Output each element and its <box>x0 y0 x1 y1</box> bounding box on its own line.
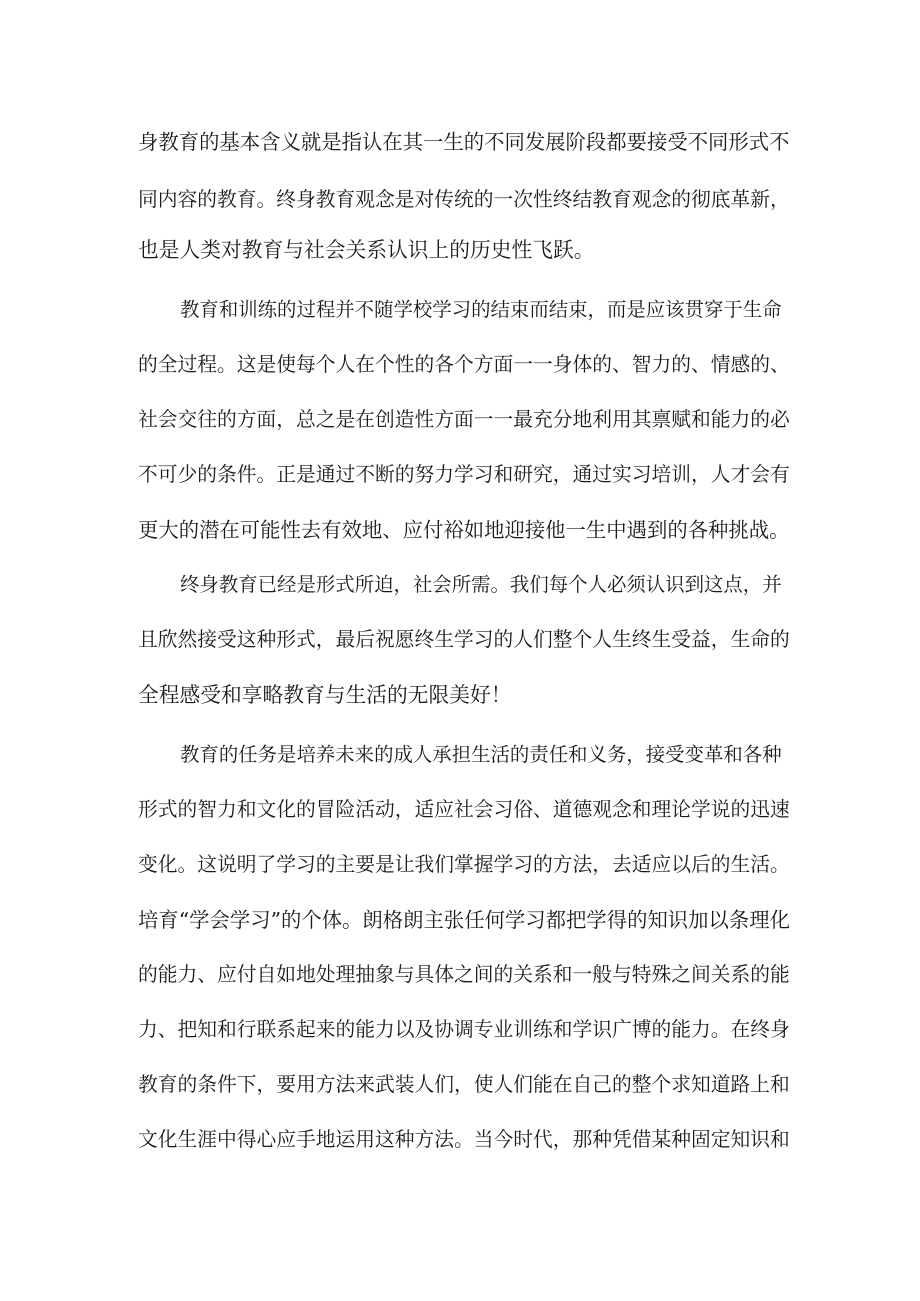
paragraph-2-line-2: 的全过程。这是使每个人在个性的各个方面一一身体的、智力的、情感的、 <box>138 353 790 376</box>
paragraph-1-line-1: 身教育的基本含义就是指认在其一生的不同发展阶段都要接受不同形式不 <box>138 130 790 154</box>
paragraph-3-line-1: 终身教育已经是形式所迫，社会所需。我们每个人必须认识到这点，并 <box>180 573 782 596</box>
paragraph-1-line-3: 也是人类对教育与社会关系认识上的历史性飞跃。 <box>138 238 595 262</box>
paragraph-1-line-2: 同内容的教育。终身教育观念是对传统的一次性终结教育观念的彻底革新， <box>138 188 790 211</box>
paragraph-2-line-3: 社会交往的方面，总之是在创造性方面一一最充分地利用其禀赋和能力的必 <box>138 408 790 431</box>
paragraph-2-line-5: 更大的潜在可能性去有效地、应付裕如地迎接他一生中遇到的各种挑战。 <box>138 518 790 542</box>
paragraph-4-line-5: 的能力、应付自如地处理抽象与具体之间的关系和一般与特殊之间关系的能 <box>138 963 790 986</box>
paragraph-4-line-8: 文化生涯中得心应手地运用这种方法。当今时代，那种凭借某种固定知识和 <box>138 1128 790 1151</box>
paragraph-4-line-4: 培育“学会学习”的个体。朗格朗主张任何学习都把学得的知识加以条理化 <box>138 908 790 932</box>
paragraph-3-line-2: 且欣然接受这种形式，最后祝愿终生学习的人们整个人生终生受益，生命的 <box>138 628 790 651</box>
paragraph-2-line-1: 教育和训练的过程并不随学校学习的结束而结束，而是应该贯穿于生命 <box>180 298 782 321</box>
paragraph-3-line-3: 全程感受和享略教育与生活的无限美好！ <box>138 683 512 707</box>
paragraph-4-line-2: 形式的智力和文化的冒险活动，适应社会习俗、道德观念和理论学说的迅速 <box>138 798 790 821</box>
paragraph-4-line-7: 教育的条件下，要用方法来武装人们，使人们能在自己的整个求知道路上和 <box>138 1073 790 1096</box>
paragraph-4-line-1: 教育的任务是培养未来的成人承担生活的责任和义务，接受变革和各种 <box>180 743 782 766</box>
paragraph-4-line-3: 变化。这说明了学习的主要是让我们掌握学习的方法，去适应以后的生活。 <box>138 853 790 876</box>
paragraph-4-line-6: 力、把知和行联系起来的能力以及协调专业训练和学识广博的能力。在终身 <box>138 1018 790 1041</box>
paragraph-2-line-4: 不可少的条件。正是通过不断的努力学习和研究，通过实习培训，人才会有 <box>138 463 790 486</box>
